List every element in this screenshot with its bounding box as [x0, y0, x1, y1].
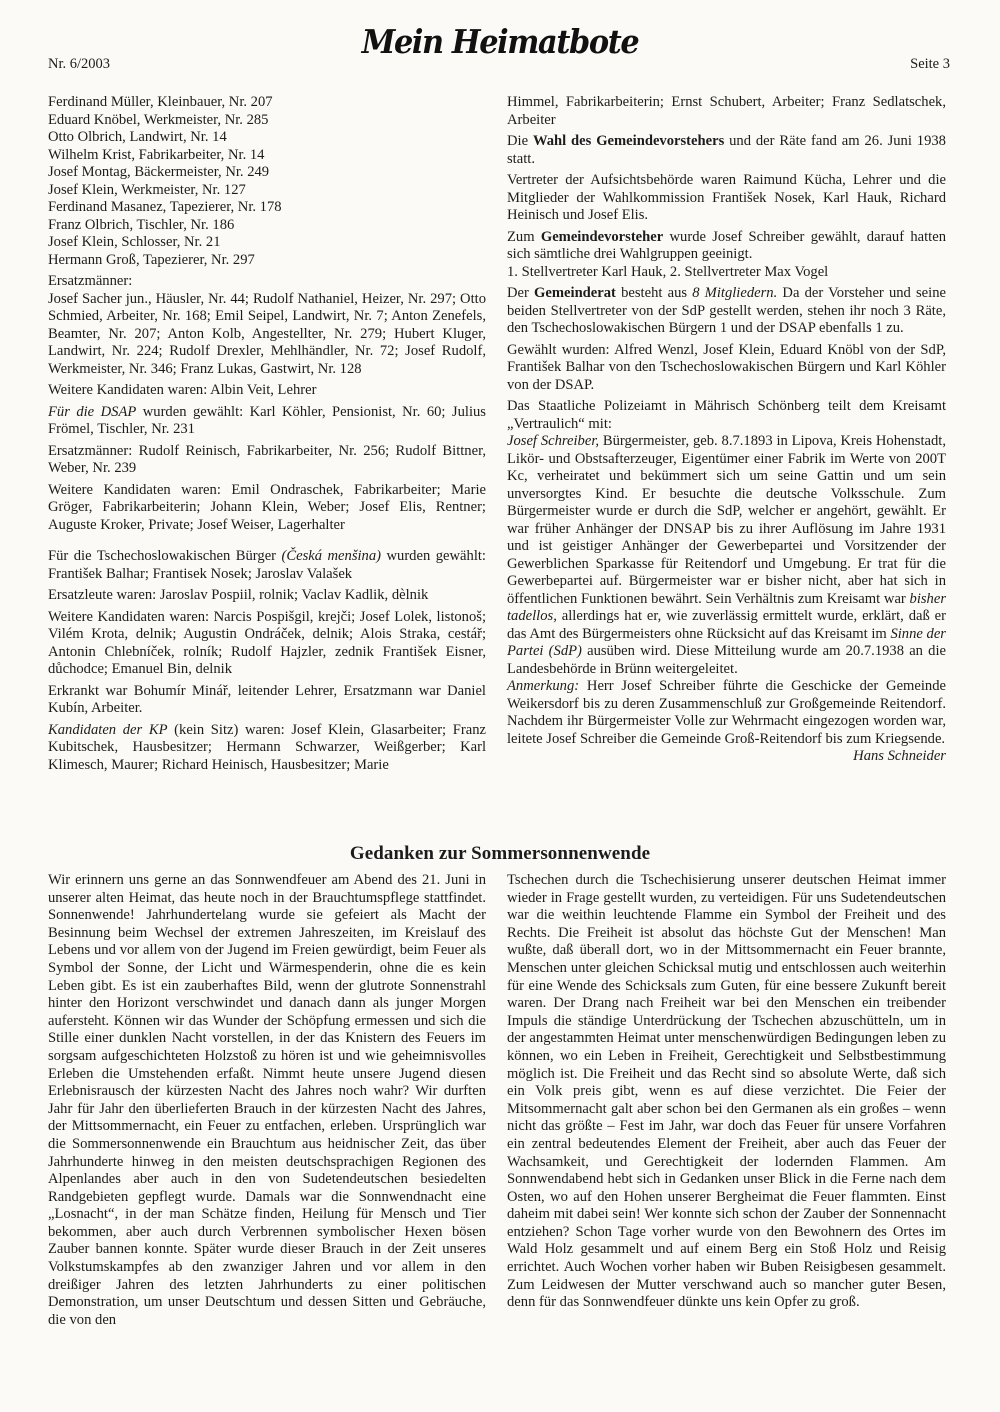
- article-right-column: [507, 872, 946, 1312]
- dsap-text: wurden gewählt: Karl Köhler, Pensionist, Nr. 60; Julius Frömel, Tischler, Nr. 231: [48, 403, 486, 437]
- erkrankt-paragraph: Erkrankt war Bohumír Minář, leitender Lehrer, Ersatzmann war Daniel Kubín, Arbeiter.: [48, 682, 486, 716]
- kp-text: (kein Sitz) waren: Josef Klein, Glasarbeiter; Franz Kubitschek, Hausbesitzer; Hermann Schwarzer, Weißgerber; Karl Klimesch, Maurer; Richard Heinisch, Hausbesitzer; Marie: [48, 721, 486, 773]
- list-item: Wilhelm Krist, Fabrikarbeiter, Nr. 14: [48, 146, 265, 163]
- article-headline: Gedanken zur Sommersonnenwende: [349, 843, 651, 864]
- list-item: Ferdinand Müller, Kleinbauer, Nr. 207: [48, 94, 273, 110]
- schreiber-paragraph: [507, 433, 946, 678]
- list-item: Otto Olbrich, Landwirt, Nr. 14: [48, 129, 227, 145]
- dsap-label: Für die DSAP: [48, 403, 137, 420]
- tsch-label: (Česká menšina): [281, 548, 382, 564]
- vorsteher-paragraph: [507, 229, 946, 264]
- article-left-text: Wir erinnern uns gerne an das Sonnwendfeuer am Abend des 21. Juni in unserer alten Heimat, das heute noch in der Brauchtumspflege stattfindet. Sonnenwende! Jahrhundertelang wurde sie gefeiert als Macht der Besinnung beim Wechsel der extremen Jahreszeiten, im Kreislauf des Lebens und vor allem von der Jugend im Freien gewürdigt, beim Feuer als Symbol der Sonne, der Licht und Wärmespenderin, ohne die es kein Leben gibt. Es ist ein zauberhaftes Bild, wenn der glutrote Sonnenstrahl hinter den Horizont verschwindet und danach dann als junger Morgen aufersteht. Können wir das Wunder der Schöpfung ermessen und sich die Stille einer dunklen Nacht vorstellen, in der das Knistern des Feuers im sorgsam aufgeschichteten Holzstoß zu hören ist und wie geheimnisvolles Erleben die Umstehenden erfaßt. Nimmt heute unsere Jugend diesen Erlebnisrausch der kürzesten Nacht des Jahres noch wahr? Wir durften Jahr für Jahr den überlieferten Brauch in der kürzesten Nacht des Jahres, der Mittsommernacht, ein Feuer zu entfachen, erleben. Ursprünglich war die Sommersonnenwende ein Brauchtum aus heidnischer Zeit, das über Jahrhunderte hinweg in den meisten deutschsprachigen Regionen des Alpenlandes aber auch in den von Sudetendeutschen besiedelten Randgebieten gepflegt wurde. Damals war die Sonnwendnacht eine „Losnacht“, in der man Schätze finden, Heilung für Mensch und Tier bekommen, aber auch durch Verbrennen symbolischer Hexen bösen Zauber bannen konnte. Später wurde dieser Brauch in der Zeit unseres Volkstumskampfes ab den zwanziger Jahren und vor allem in den dreißiger Jahren des letzten Jahrhunderts zu einer politischen Demonstration, um unser Deutschtum und dessen Sitten und Gebräuche, die von den: [48, 872, 486, 1328]
- masthead-logo: Mein Heimatbote: [361, 22, 639, 61]
- zum-bold: Gemeindevorsteher: [540, 228, 664, 245]
- rat-bold: Gemeinderat: [534, 285, 616, 301]
- left-column: [48, 94, 486, 778]
- schreiber-text-1: Bürgermeister, geb. 8.7.1893 in Lipova, Kreis Hohenstadt, Likör- und Obstsafterzeuger, Eigentümer einer Fabrik im Werte von 200T Kc, verheiratet und bekümmert sich um seine Gattin und um sein unversorgtes Kind. Er besuchte die deutsche Volksschule. Zum Bürgermeister wurde er durch die SdP, welcher er angehört, gewählt. Er war früher Anhänger der DNSAP bis zu ihrer Auflösung im Jahre 1931 und ist geistiger Anhänger der Gewerbepartei und Vorsitzender der Gewerblichen Sparkasse für Reitendorf und Umgebung. Er trat für die Gewerbepartei auf. Bürgermeister war er bisher nicht, aber hat sich in öffentlichen Funktionen bewährt. Sein Verhältnis zum Kreisamt war: [507, 433, 947, 607]
- wahl-pre: Die: [507, 133, 533, 149]
- right-column: [507, 94, 946, 766]
- ersatz-paragraph: Josef Sacher jun., Häusler, Nr. 44; Rudolf Nathaniel, Heizer, Nr. 297; Otto Schmied, Arbeiter, Nr. 168; Emil Seipel, Landwirt, Nr. 7; Anton Zenefels, Beamter, Nr. 207; Anton Kolb, Angestellter, Nr. 279; Hubert Kluger, Landwirt, Nr. 224; Rudolf Drexler, Mehlhändler, Nr. 72; Josef Rudolf, Werkmeister, Nr. 346; Franz Lukas, Gastwirt, Nr. 128: [48, 290, 486, 377]
- schreiber-name: Josef Schreiber,: [507, 433, 600, 449]
- zum-post: wurde Josef Schreiber gewählt, darauf hatten sich sämtliche drei Wahlgruppen geeinigt.: [507, 228, 946, 262]
- schreiber-text-3: ausüben wird. Diese Mitteilung wurde am 20.7.1938 an die Landesbehörde in Brünn weitergeleitet.: [507, 643, 946, 677]
- gewaehlt-paragraph: Gewählt wurden: Alfred Wenzl, Josef Klein, Eduard Knöbl von der SdP, František Balhar von den Tschechoslowakischen Bürgern und Karl Köhler von der DSAP.: [507, 341, 946, 393]
- list-item: Josef Montag, Bäckermeister, Nr. 249: [48, 164, 270, 180]
- article-left-column: [48, 872, 486, 1329]
- rat-pre: Der: [507, 285, 535, 301]
- weitere-paragraph-3: Weitere Kandidaten waren: Narcis Pospišgil, krejči; Josef Lolek, listonoš; Vilém Krota, delnik; Augustin Ondráček, delnik; Alois Straka, cestář; Antonin Chlebníček, rolník; Rudolf Hajzler, zednik František Eisner, důchodce; Emanuel Bin, delnik: [48, 608, 486, 677]
- rat-italic: 8 Mitgliedern.: [692, 285, 778, 301]
- continuation-paragraph: Himmel, Fabrikarbeiterin; Ernst Schubert, Arbeiter; Franz Sedlatschek, Arbeiter: [507, 94, 946, 128]
- issue-number: Nr. 6/2003: [48, 56, 111, 72]
- wahl-bold: Wahl des Gemeindevorstehers: [532, 133, 725, 149]
- kp-label: Kandidaten der KP: [48, 721, 168, 738]
- article-right-text: Tschechen durch die Tschechisierung unserer deutschen Heimat immer wieder in Frage gestellt wurden, zu verteidigen. Für uns Sudetendeutschen war die weithin leuchtende Flamme ein Symbol der Freiheit und des Rechts. Die Freiheit ist absolut das höchste Gut der Menschen! Man wußte, daß überall dort, wo in der Mittsommernacht ein Feuer brannte, Menschen unter gleichen Schicksal mutig und entschlossen auch weiterhin für eine Wende des Schicksals zum Guten, für eine bessere Zukunft bereit waren. Der Drang nach Freiheit war bei den Menschen ein treibender Impuls die ständige Unterdrückung der Tschechen abzuschütteln, um in der angestammten Heimat unter menschenwürdigen Bedingungen leben zu können, wo ein Leben in Freiheit, Gerechtigkeit und Selbstbestimmung möglich ist. Die Freiheit und das Recht sind so absolute Werte, daß sich ein Volk preis gibt, wenn es auf diese verzichtet. Die Feier der Mitsommernacht galt aber schon bei den Germanen als ein großes – wenn nicht das größte – Fest im Jahr, war doch das Feuer für unsere Vorfahren ein zentral bedeutendes Element der Freiheit, aber auch das Feuer der Wachsamkeit, und Gerechtigkeit der lodernden Flammen. Am Sonnwendabend hebt sich in Gedanken unser Blick in die Ferne nach dem Osten, wo auf den Hohen unserer Bergheimat die Feuer flammten. Einst daheim mit dabei sein! Wer konnte sich schon der Zauber der Sonnennacht entziehen? Schon Tage vorher wurde von den Bewohnern des Ortes im Wald Holz gesammelt und auf einem Berg ein Stoß Holz und Reisig errichtet. Auch Wochen vorher haben wir Buben Reisigbesen gesammelt. Zum Leidwesen der Mutter verschwand auch so mancher guter Besen, denn für das Sonnwendfeuer dünkte uns kein Opfer zu groß.: [507, 872, 946, 1311]
- tsch-pre: Für die Tschechoslowakischen Bürger: [48, 548, 282, 564]
- rat-post: Da der Vorsteher und seine beiden Stellvertreter von der SdP gestellt werden, stehen ihr noch 3 Räte, den Tschechoslowakischen Bürgern 1 und der DSAP ebenfalls 1 zu.: [507, 285, 946, 336]
- author-signature: Hans Schneider: [853, 748, 946, 764]
- list-item: Hermann Groß, Tapezierer, Nr. 297: [48, 251, 255, 268]
- list-item: Eduard Knöbel, Werkmeister, Nr. 285: [48, 111, 269, 128]
- anmerkung-label: Anmerkung:: [507, 678, 580, 694]
- schreiber-italic-3: Sinne der Partei (SdP): [507, 625, 946, 659]
- weitere-paragraph-2: Weitere Kandidaten waren: Emil Ondraschek, Fabrikarbeiter; Marie Gröger, Fabrikarbeiterin; Johann Klein, Weber; Josef Elis, Rentner; Auguste Kroker, Private; Josef Weiser, Lagerhalter: [48, 481, 486, 533]
- anmerkung-text: Herr Josef Schreiber führte die Geschicke der Gemeinde Weikersdorf bis zu deren Zusammenschluß zur Großgemeinde Reitendorf. Nachdem ihr Bürgermeister Volle zur Wehrmacht eingezogen worden war, leitete Josef Schreiber die Gemeinde Groß-Reitendorf bis zum Kriegsende.: [507, 678, 946, 747]
- polizei-paragraph: Das Staatliche Polizeiamt in Mährisch Schönberg teilt dem Kreisamt „Vertraulich“ mit:: [507, 398, 946, 432]
- schreiber-text-2: allerdings hat er, wie zuverlässig ermittelt wurde, erklärt, daß er das Amt des Bürgermeisters ohne Rücksicht auf das Kreisamt im: [507, 608, 946, 642]
- kp-paragraph: [48, 722, 486, 775]
- list-item: Ferdinand Masanez, Tapezierer, Nr. 178: [48, 199, 282, 215]
- page-number: Seite 3: [910, 56, 950, 72]
- dsap-paragraph: [48, 404, 486, 439]
- tsch-post: wurden gewählt: František Balhar; Frantisek Nosek; Jaroslav Valašek: [48, 548, 486, 582]
- zum-pre: Zum: [507, 228, 541, 245]
- list-item: Josef Klein, Schlosser, Nr. 21: [48, 234, 221, 250]
- elected-list: [48, 94, 486, 269]
- vertreter-paragraph: Vertreter der Aufsichtsbehörde waren Raimund Kücha, Lehrer und die Mitglieder der Wahlkommission František Nosek, Karl Hauk, Richard Heinisch und Josef Elis.: [507, 172, 946, 223]
- list-item: Josef Klein, Werkmeister, Nr. 127: [48, 181, 246, 198]
- schreiber-italic-2: bisher tadellos,: [507, 590, 946, 624]
- list-item: Franz Olbrich, Tischler, Nr. 186: [48, 216, 235, 233]
- weitere-paragraph-1: Weitere Kandidaten waren: Albin Veit, Lehrer: [48, 382, 317, 398]
- wahl-paragraph: [507, 133, 946, 168]
- ersatzleute-paragraph: Ersatzleute waren: Jaroslav Pospiil, rolnik; Vaclav Kadlik, dèlnik: [48, 587, 429, 603]
- rat-mid: besteht aus: [615, 285, 693, 301]
- wahl-post: und der Räte fand am 26. Juni 1938 statt.: [507, 133, 946, 167]
- gemeinderat-paragraph: [507, 285, 946, 338]
- ersatz-paragraph-2: Ersatzmänner: Rudolf Reinisch, Fabrikarbeiter, Nr. 256; Rudolf Bittner, Weber, Nr. 239: [48, 442, 486, 476]
- anmerkung-paragraph: [507, 678, 946, 764]
- stellvertreter-line: 1. Stellvertreter Karl Hauk, 2. Stellvertreter Max Vogel: [507, 263, 829, 280]
- tsch-paragraph: [48, 548, 486, 583]
- ersatz-heading: Ersatzmänner:: [48, 273, 133, 289]
